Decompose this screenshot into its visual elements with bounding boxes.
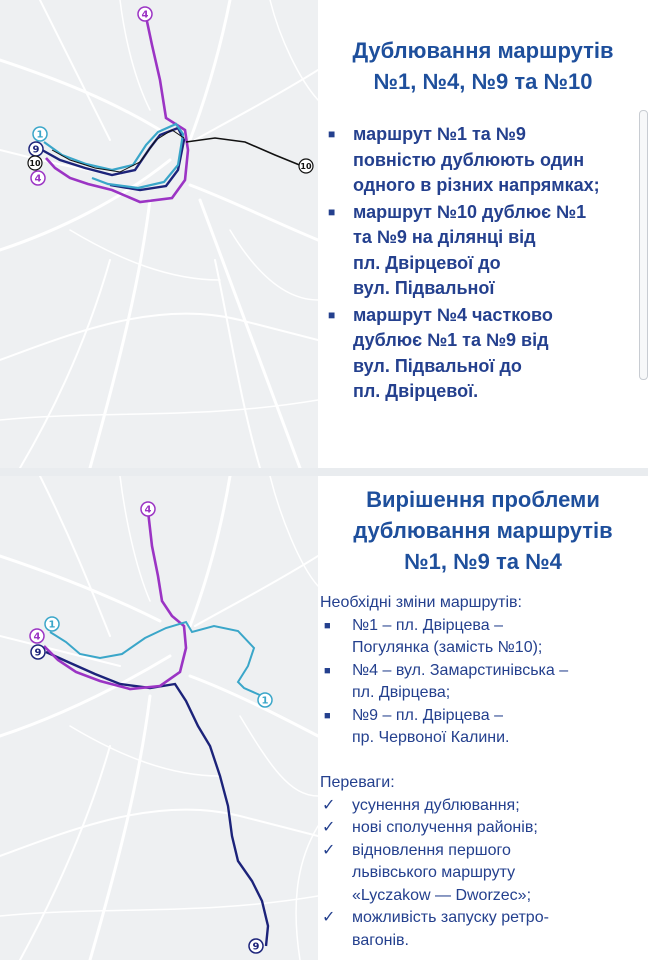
square-bullet-icon: ■ — [324, 709, 331, 722]
route-10-right-marker — [299, 159, 313, 173]
slide-route-duplication — [0, 0, 648, 468]
svg-text:1: 1 — [261, 695, 269, 707]
route-9-left-marker — [31, 645, 45, 659]
benefit-line: нові сполучення районів; — [352, 819, 538, 836]
check-icon: ✓ — [322, 909, 336, 926]
svg-text:9: 9 — [32, 144, 40, 156]
change-item — [320, 660, 640, 705]
check-icon: ✓ — [322, 819, 336, 836]
duplication-bullet-list — [326, 122, 632, 406]
benefits-list — [320, 795, 640, 953]
slide2-title — [326, 484, 640, 577]
svg-text:4: 4 — [144, 504, 152, 516]
benefits-section — [320, 772, 640, 952]
route-1-line — [48, 619, 262, 696]
benefit-item — [320, 795, 640, 818]
changes-header: Необхідні зміни маршрутів: — [320, 594, 522, 611]
map-svg — [0, 476, 318, 960]
title-line: Дублювання маршрутів — [352, 38, 614, 63]
change-line: №1 – пл. Двірцева – — [352, 616, 503, 634]
bullet-line: повністю дублюють один — [353, 149, 585, 170]
route-4-left-marker — [31, 171, 45, 185]
title-line: Вирішення проблеми — [366, 487, 600, 512]
bullet-item — [326, 200, 632, 302]
benefit-line: «Lyczakow — Dworzec»; — [352, 886, 532, 904]
benefit-item — [320, 907, 640, 952]
bullet-item — [326, 303, 632, 405]
benefit-line: усунення дублювання; — [352, 796, 520, 814]
check-icon: ✓ — [322, 841, 336, 859]
bullet-line: дублює №1 та №9 від — [353, 330, 549, 350]
slide-divider — [0, 468, 648, 476]
route-1-marker — [33, 127, 47, 141]
benefit-item — [320, 840, 640, 908]
benefit-line: можливість запуску ретро- — [352, 909, 549, 926]
square-bullet-icon: ■ — [324, 619, 331, 632]
benefit-line: вагонів. — [352, 931, 409, 949]
bullet-line: маршрут №1 та №9 — [353, 124, 526, 144]
svg-text:1: 1 — [48, 619, 56, 631]
bullet-line: вул. Підвальної до — [353, 355, 522, 376]
route-1-right-marker — [258, 693, 272, 707]
slide1-title — [326, 35, 640, 97]
square-bullet-icon: ■ — [328, 307, 336, 322]
benefit-item — [320, 817, 640, 840]
scrollbar[interactable] — [639, 110, 648, 380]
square-bullet-icon: ■ — [328, 204, 336, 219]
changes-list — [320, 615, 640, 750]
svg-text:9: 9 — [252, 941, 260, 953]
route-changes-section — [320, 592, 640, 750]
route-10-line — [186, 138, 302, 166]
svg-text:10: 10 — [29, 159, 41, 168]
bullet-line: пл. Двірцевої до — [353, 252, 501, 273]
benefit-line: відновлення першого — [352, 841, 511, 859]
title-line: №1, №4, №9 та №10 — [373, 69, 593, 94]
bullet-line: маршрут №10 дублює №1 — [353, 201, 587, 222]
bullet-line: вул. Підвальної — [353, 278, 495, 298]
map-svg — [0, 0, 318, 468]
slide-duplication-solution — [0, 476, 648, 960]
route-4-left-marker — [30, 629, 44, 643]
svg-text:9: 9 — [34, 647, 42, 659]
svg-text:4: 4 — [34, 173, 42, 185]
change-line: пр. Червоної Калини. — [352, 729, 510, 746]
change-line: №9 – пл. Двірцева – — [352, 706, 503, 724]
bullet-line: пл. Двірцевої. — [353, 381, 479, 401]
change-item — [320, 705, 640, 750]
change-line: №4 – вул. Замарстинівська – — [352, 661, 569, 679]
route-9-marker — [29, 142, 43, 156]
square-bullet-icon: ■ — [328, 127, 336, 141]
bullet-line: маршрут №4 частково — [353, 304, 553, 325]
svg-text:1: 1 — [36, 129, 44, 141]
change-line: пл. Двірцева; — [352, 684, 451, 701]
route-1-left-marker — [45, 617, 59, 631]
route-9-bottom-marker — [249, 939, 263, 953]
title-line: №1, №9 та №4 — [404, 549, 562, 574]
route-10-left-marker — [28, 156, 42, 170]
svg-text:10: 10 — [300, 162, 312, 171]
route-9-line — [42, 128, 184, 190]
svg-text:4: 4 — [33, 631, 41, 643]
benefit-line: львівського маршруту — [352, 864, 516, 881]
road-network — [0, 476, 318, 960]
svg-text:4: 4 — [141, 9, 149, 21]
check-icon: ✓ — [322, 796, 336, 814]
bullet-item — [326, 122, 632, 199]
change-item — [320, 615, 640, 660]
title-line: дублювання маршрутів — [353, 518, 613, 543]
route-map-proposed — [0, 476, 318, 960]
square-bullet-icon: ■ — [324, 664, 331, 677]
change-line: Погулянка (замість №10); — [352, 639, 543, 656]
bullet-line: одного в різних напрямках; — [353, 175, 600, 195]
route-4-top-marker — [138, 7, 152, 21]
benefits-header: Переваги: — [320, 774, 395, 791]
bullet-line: та №9 на ділянці від — [353, 227, 536, 247]
route-map-current — [0, 0, 318, 468]
route-4-top-marker — [141, 502, 155, 516]
